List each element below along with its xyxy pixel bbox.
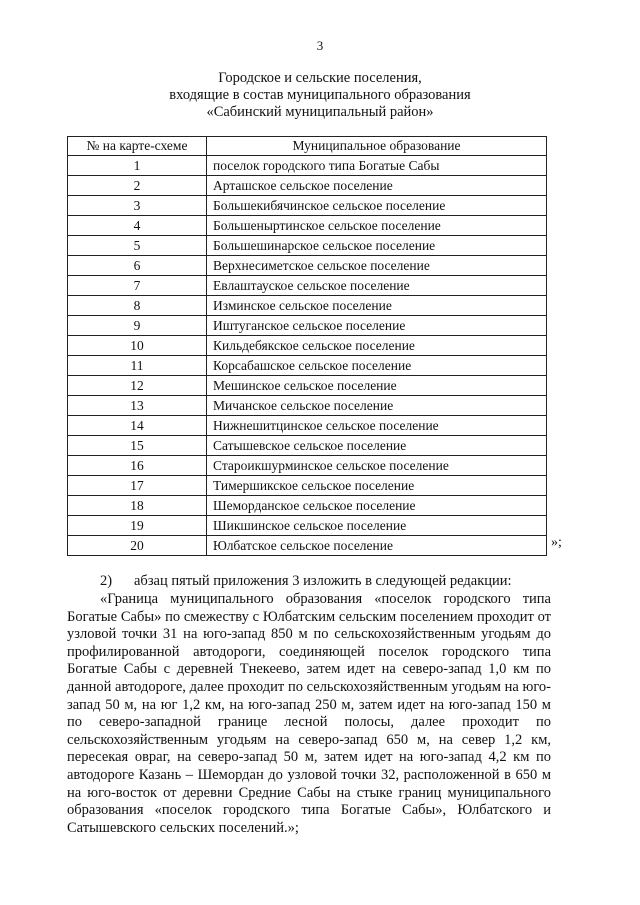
municipality-name: Юлбатское сельское поселение [207,536,547,556]
row-number: 18 [68,496,207,516]
row-number: 12 [68,376,207,396]
table-row [68,396,547,416]
row-number: 20 [68,536,207,556]
municipality-name: Мешинское сельское поселение [207,376,547,396]
municipality-name: Большеныртинское сельское поселение [207,216,547,236]
municipality-name: Сатышевское сельское поселение [207,436,547,456]
municipality-name: Шикшинское сельское поселение [207,516,547,536]
table-row [68,536,547,556]
paragraph: «Граница муниципального образования «поселок городского типа Богатые Сабы» по смежеству с Юлбатским сельским поселением проходит от узловой точки 31 на юго-запад 850 м по сельскохозяйственным угодьям до профилированной автодороги, соединяющей поселок городского типа Богатые Сабы с деревней Тнекеево, затем идет на северо-запад 1,0 км по данной автодороге, далее проходит по сельскохозяйственным угодьям на юго-запад 50 м, на юг 1,2 км, на юго-запад 250 м, затем идет на юго-запад 150 м по северо-западной границе лесной полосы, далее проходит по сельскохозяйственным угодьям на северо-запад 650 м, на север 1,2 км, пересекая овраг, на северо-запад 50 м, затем идет на юго-запад 4,2 км по автодороге Казань – Шемордан до узловой точки 32, расположенной в 650 м на юго-восток от деревни Средние Сабы на стыке границ муниципального образования «поселок городского типа Богатые Сабы», Юлбатского и Сатышевского сельских поселений.»; [67,591,551,836]
row-number: 2 [68,176,207,196]
boundary-description [67,591,551,837]
table-row [68,376,547,396]
table-row [68,516,547,536]
table-header-row [68,137,547,156]
table-row [68,256,547,276]
municipality-name: Тимершикское сельское поселение [207,476,547,496]
table-row [68,416,547,436]
table-row [68,316,547,336]
table-row [68,456,547,476]
table-row [68,476,547,496]
title-line: входящие в состав муниципального образования [169,87,471,103]
table-row [68,156,547,176]
table-row [68,216,547,236]
row-number: 11 [68,356,207,376]
table-row [68,496,547,516]
page-number: 3 [316,38,324,53]
municipality-name: Корсабашское сельское поселение [207,356,547,376]
row-number: 17 [68,476,207,496]
municipality-name: Верхнесиметское сельское поселение [207,256,547,276]
municipality-name: Большешинарское сельское поселение [207,236,547,256]
table-row [68,176,547,196]
row-number: 5 [68,236,207,256]
closing-quote: »; [551,535,562,550]
item-text: абзац пятый приложения 3 изложить в следующей редакции: [134,573,512,589]
title-line: Городское и сельские поселения, [218,70,422,86]
municipality-name: Нижнешитцинское сельское поселение [207,416,547,436]
title-line: «Сабинский муниципальный район» [206,104,434,120]
table-row [68,296,547,316]
column-header-map-number: № на карте-схеме [68,137,207,156]
settlements-table [67,136,547,556]
municipality-name: поселок городского типа Богатые Сабы [207,156,547,176]
row-number: 13 [68,396,207,416]
table-row [68,196,547,216]
table-row [68,356,547,376]
table-row [68,436,547,456]
municipality-name: Староикшурминское сельское поселение [207,456,547,476]
municipality-name: Шеморданское сельское поселение [207,496,547,516]
document-title [0,70,640,121]
row-number: 7 [68,276,207,296]
row-number: 19 [68,516,207,536]
row-number: 3 [68,196,207,216]
item-number: 2) [100,573,113,589]
municipality-name: Иштуганское сельское поселение [207,316,547,336]
municipality-name: Арташское сельское поселение [207,176,547,196]
table-body [68,156,547,556]
table-row [68,236,547,256]
row-number: 1 [68,156,207,176]
municipality-name: Большекибячинское сельское поселение [207,196,547,216]
column-header-municipality: Муниципальное образование [207,137,547,156]
municipality-name: Кильдебякское сельское поселение [207,336,547,356]
table-row [68,336,547,356]
municipality-name: Изминское сельское поселение [207,296,547,316]
row-number: 15 [68,436,207,456]
row-number: 9 [68,316,207,336]
row-number: 4 [68,216,207,236]
row-number: 16 [68,456,207,476]
table-row [68,276,547,296]
row-number: 8 [68,296,207,316]
municipality-name: Мичанское сельское поселение [207,396,547,416]
row-number: 6 [68,256,207,276]
list-item [100,573,512,590]
municipality-name: Евлаштауское сельское поселение [207,276,547,296]
row-number: 14 [68,416,207,436]
row-number: 10 [68,336,207,356]
